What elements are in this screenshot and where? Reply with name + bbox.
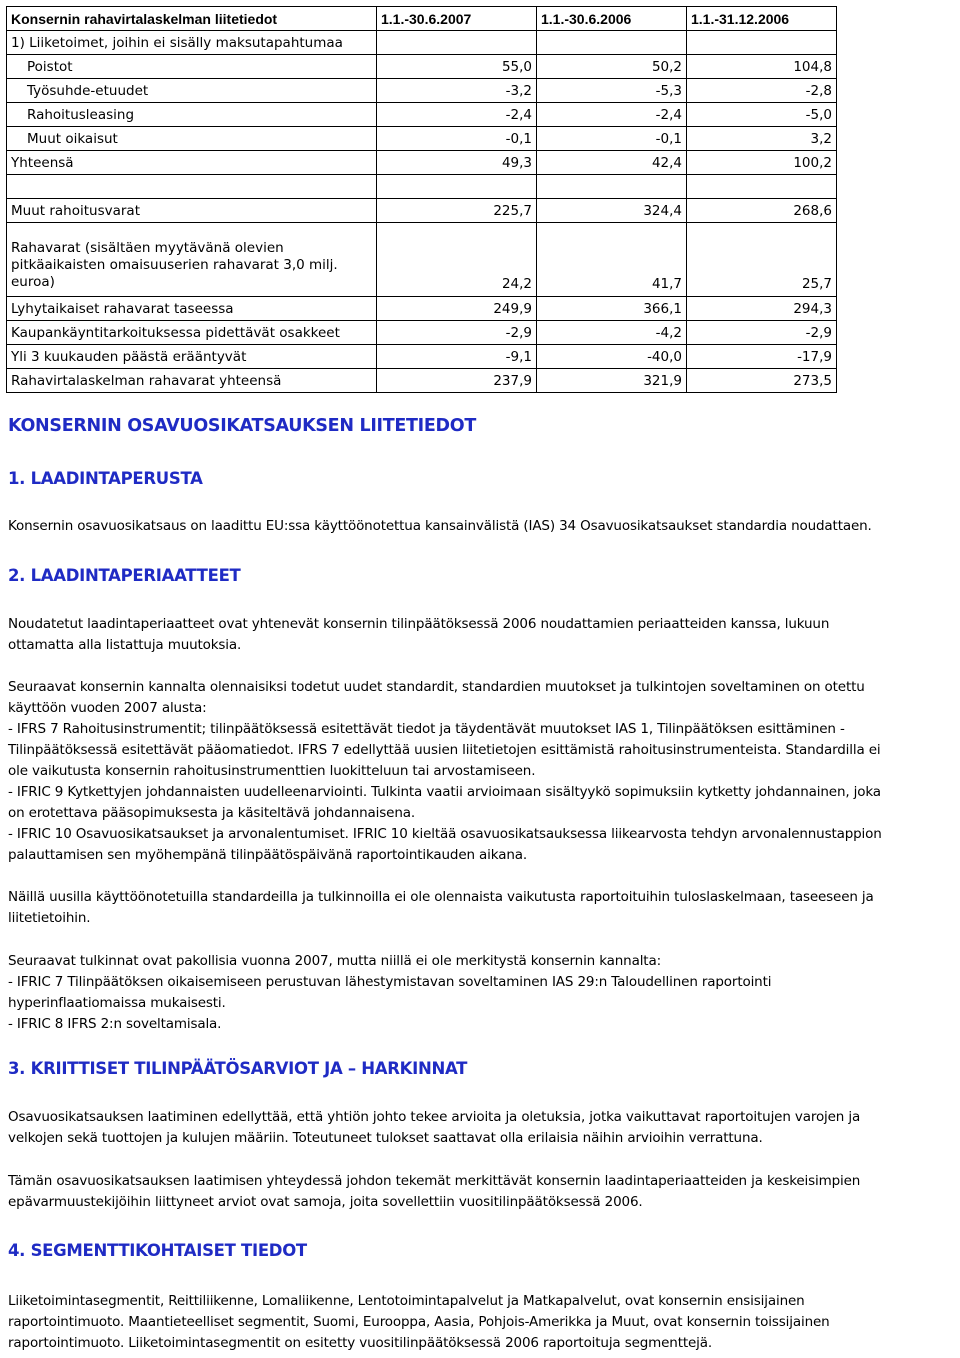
table-row (7, 369, 837, 393)
row-value: -9,1 (377, 345, 537, 369)
row-label: Rahoitusleasing (7, 103, 377, 127)
row-value: 3,2 (687, 127, 837, 151)
row-label: Yli 3 kuukauden päästä erääntyvät (7, 345, 377, 369)
row-value: 324,4 (537, 199, 687, 223)
table-header-row (7, 7, 837, 31)
row-value: 100,2 (687, 151, 837, 175)
column-header-h1-2007: 1.1.-30.6.2007 (377, 7, 537, 31)
section-title: 1) Liiketoimet, joihin ei sisälly maksutapahtumaa (7, 31, 377, 55)
row-value: -2,4 (377, 103, 537, 127)
table-title: Konsernin rahavirtalaskelman liitetiedot (7, 7, 377, 31)
row-value: -4,2 (537, 321, 687, 345)
row-value: -40,0 (537, 345, 687, 369)
table-row (7, 151, 837, 175)
section-heading-basis: 1. LAADINTAPERUSTA (8, 469, 203, 488)
row-value: -2,8 (687, 79, 837, 103)
paragraph: Liiketoimintasegmentit, Reittiliikenne, Lomaliikenne, Lentotoimintapalvelut ja Matkapalvelut, ovat konsernin ensisijainen raportointimuoto. Maantieteelliset segmentit, Suomi, Eurooppa, Aasia, Pohjois-Amerikka ja Muut, ovat konsernin toissijainen raportointimuoto. Liiketoimintasegmentit on esitetty vuositilinpäätöksessä 2006 raportoituja segmenttejä. (8, 1293, 830, 1351)
row-value: 237,9 (377, 369, 537, 393)
row-value: 249,9 (377, 297, 537, 321)
row-label: Yhteensä (7, 151, 377, 175)
row-label: Rahavarat (sisältäen myytävänä olevien pitkäaikaisten omaisuuserien rahavarat 3,0 milj. euroa) (7, 223, 377, 297)
main-heading: KONSERNIN OSAVUOSIKATSAUKSEN LIITETIEDOT (8, 416, 476, 436)
paragraph: Konsernin osavuosikatsaus on laadittu EU:ssa käyttöönotettua kansainvälistä (IAS) 34 Osavuosikatsaukset standardia noudattaen. (8, 518, 872, 534)
table-row (7, 199, 837, 223)
row-value: -17,9 (687, 345, 837, 369)
row-value: 50,2 (537, 55, 687, 79)
column-header-h1-2006: 1.1.-30.6.2006 (537, 7, 687, 31)
row-value: 41,7 (537, 223, 687, 297)
row-value: 55,0 (377, 55, 537, 79)
row-value: -2,9 (687, 321, 837, 345)
section-heading-estimates: 3. KRIITTISET TILINPÄÄTÖSARVIOT JA – HARKINNAT (8, 1059, 468, 1078)
row-value: 49,3 (377, 151, 537, 175)
cash-flow-notes-table (6, 6, 837, 393)
row-label: Työsuhde-etuudet (7, 79, 377, 103)
paragraph: Seuraavat konsernin kannalta olennaisiksi todetut uudet standardit, standardien muutokset ja tulkintojen soveltaminen on otettu käyttöön vuoden 2007 alusta: - IFRS 7 Rahoitusinstrumentit; tilinpäätöksessä esitettävät tiedot ja täydentävät muutokset IAS 1, Tilinpäätöksen esittäminen - Tilinpäätöksessä esitettävät pääomatiedot. IFRS 7 edellyttää uusien liitetietojen esittämistä rahoitusinstrumenteista. Standardilla ei ole vaikutusta konsernin rahoitusinstrumenttien luokitteluun tai arvostamiseen. - IFRIC 9 Kytkettyjen johdannaisten uudelleenarviointi. Tulkinta vaatii arvioimaan sisältyykö sopimuksiin kytketty johdannainen, joka on erotettava pääsopimuksesta ja käsiteltävä johdannaisena. - IFRIC 10 Osavuosikatsaukset ja arvonalentumiset. IFRIC 10 kieltää osavuosikatsauksessa liikearvosta tehdyn arvonalennustappion palauttamisen sen myöhempänä tilinpäätöspäivänä raportointikauden aikana. (8, 679, 882, 863)
row-value: 294,3 (687, 297, 837, 321)
table-row (7, 345, 837, 369)
row-value: 321,9 (537, 369, 687, 393)
row-value: -2,9 (377, 321, 537, 345)
row-value: -5,0 (687, 103, 837, 127)
table-row (7, 127, 837, 151)
row-value: 268,6 (687, 199, 837, 223)
table-row (7, 79, 837, 103)
paragraph: Seuraavat tulkinnat ovat pakollisia vuonna 2007, mutta niillä ei ole merkitystä konsernin kannalta: - IFRIC 7 Tilinpäätöksen oikaisemiseen perustuvan lähestymistavan soveltaminen IAS 29:n Taloudellinen raportointi hyperinflaatiomaissa mukaisesti. - IFRIC 8 IFRS 2:n soveltamisala. (8, 953, 772, 1032)
row-value: -0,1 (377, 127, 537, 151)
table-row (7, 297, 837, 321)
row-value: 273,5 (687, 369, 837, 393)
row-label: Muut rahoitusvarat (7, 199, 377, 223)
row-label: Rahavirtalaskelman rahavarat yhteensä (7, 369, 377, 393)
row-value: -3,2 (377, 79, 537, 103)
section-heading-policies: 2. LAADINTAPERIAATTEET (8, 566, 241, 585)
row-value: 366,1 (537, 297, 687, 321)
table-row (7, 223, 837, 297)
row-label: Poistot (7, 55, 377, 79)
table-empty-row (7, 175, 837, 199)
row-value: 104,8 (687, 55, 837, 79)
table-section-row (7, 31, 837, 55)
row-value: -5,3 (537, 79, 687, 103)
column-header-fy-2006: 1.1.-31.12.2006 (687, 7, 837, 31)
row-value: 25,7 (687, 223, 837, 297)
row-value: 225,7 (377, 199, 537, 223)
row-value: 24,2 (377, 223, 537, 297)
row-value: 42,4 (537, 151, 687, 175)
table-row (7, 103, 837, 127)
paragraph: Tämän osavuosikatsauksen laatimisen yhteydessä johdon tekemät merkittävät konsernin laadintaperiaatteiden ja keskeisimpien epävarmuustekijöihin liittyneet arviot ovat samoja, joita sovellettiin vuositilinpäätöksessä 2006. (8, 1173, 861, 1210)
paragraph: Noudatetut laadintaperiaatteet ovat yhtenevät konsernin tilinpäätöksessä 2006 noudattamien periaatteiden kanssa, lukuun ottamatta alla listattuja muutoksia. (8, 616, 830, 653)
table-row (7, 55, 837, 79)
paragraph: Näillä uusilla käyttöönotetuilla standardeilla ja tulkinnoilla ei ole olennaista vaikutusta raportoituihin tuloslaskelmaan, taseeseen ja liitetietoihin. (8, 889, 874, 926)
row-label: Lyhytaikaiset rahavarat taseessa (7, 297, 377, 321)
row-value: -0,1 (537, 127, 687, 151)
row-label: Kaupankäyntitarkoituksessa pidettävät osakkeet (7, 321, 377, 345)
section-heading-segments: 4. SEGMENTTIKOHTAISET TIEDOT (8, 1241, 307, 1260)
row-label: Muut oikaisut (7, 127, 377, 151)
paragraph: Osavuosikatsauksen laatiminen edellyttää, että yhtiön johto tekee arvioita ja oletuksia, jotka vaikuttavat raportoitujen varojen ja velkojen sekä tuottojen ja kulujen määriin. Toteutuneet tulokset saattavat olla erilaisia näihin arvioihin verrattuna. (8, 1109, 861, 1146)
table-row (7, 321, 837, 345)
row-value: -2,4 (537, 103, 687, 127)
